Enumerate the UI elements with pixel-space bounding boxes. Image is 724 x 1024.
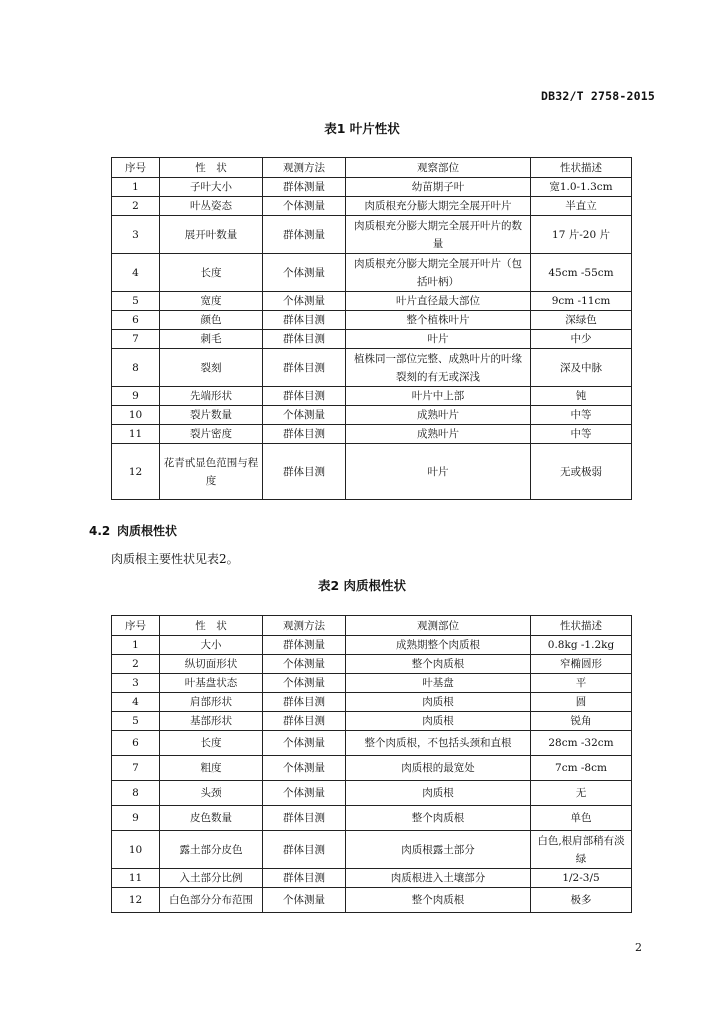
table-row xyxy=(112,254,632,292)
table-cell: 入土部分比例 xyxy=(160,869,263,888)
table-cell: 5 xyxy=(112,292,160,311)
table-row xyxy=(112,869,632,888)
table-cell: 个体测量 xyxy=(263,674,346,693)
leaf-traits-table xyxy=(111,157,632,500)
table-cell: 12 xyxy=(112,444,160,500)
table-cell: 7cm -8cm xyxy=(531,756,632,781)
table-cell: 群体目测 xyxy=(263,693,346,712)
table-cell: 5 xyxy=(112,712,160,731)
table-cell: 中少 xyxy=(531,330,632,349)
table-cell: 刺毛 xyxy=(160,330,263,349)
table-cell: 成熟期整个肉质根 xyxy=(346,636,531,655)
table-cell: 肩部形状 xyxy=(160,693,263,712)
column-header: 性状描述 xyxy=(531,158,632,178)
table-cell: 6 xyxy=(112,311,160,330)
table-row xyxy=(112,806,632,831)
section-number: 4.2 xyxy=(89,524,111,538)
table-cell: 肉质根充分膨大期完全展开叶片（包括叶柄） xyxy=(346,254,531,292)
table-cell: 整个肉质根 xyxy=(346,806,531,831)
section-title: 肉质根性状 xyxy=(117,524,178,538)
table-cell: 先端形状 xyxy=(160,387,263,406)
table-cell: 9 xyxy=(112,387,160,406)
table-cell: 个体测量 xyxy=(263,781,346,806)
table-row xyxy=(112,349,632,387)
table1-title: 表1 叶片性状 xyxy=(324,121,400,136)
table-header-row xyxy=(112,158,632,178)
table-cell: 整个植株叶片 xyxy=(346,311,531,330)
table-cell: 裂片密度 xyxy=(160,425,263,444)
table-row xyxy=(112,636,632,655)
table-row xyxy=(112,444,632,500)
table-row xyxy=(112,831,632,869)
root-traits-table xyxy=(111,615,632,913)
table-cell: 个体测量 xyxy=(263,731,346,756)
table-cell: 群体目测 xyxy=(263,387,346,406)
table-cell: 展开叶数量 xyxy=(160,216,263,254)
table-cell: 整个肉质根，不包括头颈和直根 xyxy=(346,731,531,756)
table-cell: 群体目测 xyxy=(263,712,346,731)
table-cell: 群体测量 xyxy=(263,216,346,254)
table-row xyxy=(112,292,632,311)
table-cell: 0.8kg -1.2kg xyxy=(531,636,632,655)
table-cell: 幼苗期子叶 xyxy=(346,178,531,197)
table-cell: 8 xyxy=(112,349,160,387)
table-cell: 群体目测 xyxy=(263,311,346,330)
table-cell: 极多 xyxy=(531,888,632,913)
table-cell: 整个肉质根 xyxy=(346,655,531,674)
table-cell: 基部形状 xyxy=(160,712,263,731)
table-cell: 个体测量 xyxy=(263,655,346,674)
table-cell: 1/2-3/5 xyxy=(531,869,632,888)
table-cell: 群体目测 xyxy=(263,444,346,500)
table-cell: 中等 xyxy=(531,406,632,425)
table-cell: 单色 xyxy=(531,806,632,831)
table-cell: 6 xyxy=(112,731,160,756)
table-cell: 整个肉质根 xyxy=(346,888,531,913)
table-cell: 圆 xyxy=(531,693,632,712)
table-cell: 花青甙显色范围与程度 xyxy=(160,444,263,500)
table-row xyxy=(112,731,632,756)
table-cell: 10 xyxy=(112,406,160,425)
column-header: 观察部位 xyxy=(346,158,531,178)
table-cell: 肉质根 xyxy=(346,781,531,806)
table-cell: 3 xyxy=(112,674,160,693)
table-cell: 皮色数量 xyxy=(160,806,263,831)
table-cell: 7 xyxy=(112,756,160,781)
table-cell: 钝 xyxy=(531,387,632,406)
table-cell: 9 xyxy=(112,806,160,831)
document-code: DB32/T 2758-2015 xyxy=(541,89,655,103)
table-cell: 叶片中上部 xyxy=(346,387,531,406)
table-cell: 纵切面形状 xyxy=(160,655,263,674)
table-cell: 28cm -32cm xyxy=(531,731,632,756)
table-cell: 长度 xyxy=(160,254,263,292)
table-cell: 露土部分皮色 xyxy=(160,831,263,869)
table-cell: 中等 xyxy=(531,425,632,444)
table-cell: 深绿色 xyxy=(531,311,632,330)
table-cell: 成熟叶片 xyxy=(346,406,531,425)
table-cell: 宽1.0-1.3cm xyxy=(531,178,632,197)
table-cell: 半直立 xyxy=(531,197,632,216)
table-row xyxy=(112,197,632,216)
table-cell: 叶片 xyxy=(346,444,531,500)
table-cell: 11 xyxy=(112,425,160,444)
table-cell: 群体目测 xyxy=(263,831,346,869)
table-cell: 11 xyxy=(112,869,160,888)
table-cell: 2 xyxy=(112,197,160,216)
table-cell: 9cm -11cm xyxy=(531,292,632,311)
table-cell: 肉质根的最宽处 xyxy=(346,756,531,781)
table-row xyxy=(112,425,632,444)
table-cell: 大小 xyxy=(160,636,263,655)
table-cell: 窄椭圆形 xyxy=(531,655,632,674)
table-cell: 45cm -55cm xyxy=(531,254,632,292)
table-cell: 个体测量 xyxy=(263,406,346,425)
table-cell: 无 xyxy=(531,781,632,806)
table-cell: 肉质根进入土壤部分 xyxy=(346,869,531,888)
table-cell: 白色,根肩部稍有淡绿 xyxy=(531,831,632,869)
body-paragraph: 肉质根主要性状见表2。 xyxy=(111,552,239,566)
table-cell: 肉质根 xyxy=(346,712,531,731)
table-cell: 头颈 xyxy=(160,781,263,806)
table-row xyxy=(112,888,632,913)
table-cell: 个体测量 xyxy=(263,888,346,913)
table-cell: 7 xyxy=(112,330,160,349)
table-cell: 12 xyxy=(112,888,160,913)
table-cell: 颜色 xyxy=(160,311,263,330)
column-header: 观测方法 xyxy=(263,616,346,636)
table-cell: 群体目测 xyxy=(263,349,346,387)
table-cell: 肉质根充分膨大期完全展开叶片的数量 xyxy=(346,216,531,254)
table-cell: 肉质根充分膨大期完全展开叶片 xyxy=(346,197,531,216)
table-cell: 锐角 xyxy=(531,712,632,731)
table-cell: 4 xyxy=(112,254,160,292)
table-cell: 成熟叶片 xyxy=(346,425,531,444)
column-header: 观测方法 xyxy=(263,158,346,178)
table-cell: 叶片直径最大部位 xyxy=(346,292,531,311)
table-row xyxy=(112,674,632,693)
column-header: 序号 xyxy=(112,158,160,178)
column-header: 性状描述 xyxy=(531,616,632,636)
table-cell: 10 xyxy=(112,831,160,869)
table-cell: 3 xyxy=(112,216,160,254)
table-cell: 1 xyxy=(112,636,160,655)
table-row xyxy=(112,311,632,330)
table-row xyxy=(112,178,632,197)
table-cell: 裂片数量 xyxy=(160,406,263,425)
table-cell: 叶基盘状态 xyxy=(160,674,263,693)
table-cell: 宽度 xyxy=(160,292,263,311)
table-cell: 深及中脉 xyxy=(531,349,632,387)
table-cell: 叶片 xyxy=(346,330,531,349)
section-heading xyxy=(89,522,177,539)
column-header: 性 状 xyxy=(160,616,263,636)
column-header: 性 状 xyxy=(160,158,263,178)
table-row xyxy=(112,781,632,806)
table-cell: 8 xyxy=(112,781,160,806)
table-cell: 肉质根露土部分 xyxy=(346,831,531,869)
table-cell: 4 xyxy=(112,693,160,712)
table-cell: 个体测量 xyxy=(263,197,346,216)
table-cell: 叶基盘 xyxy=(346,674,531,693)
table2-title: 表2 肉质根性状 xyxy=(317,578,407,593)
table-cell: 平 xyxy=(531,674,632,693)
table-cell: 群体测量 xyxy=(263,636,346,655)
table-row xyxy=(112,387,632,406)
table-row xyxy=(112,655,632,674)
table-header-row xyxy=(112,616,632,636)
table-cell: 群体目测 xyxy=(263,425,346,444)
column-header: 序号 xyxy=(112,616,160,636)
table-cell: 2 xyxy=(112,655,160,674)
table-cell: 白色部分分布范围 xyxy=(160,888,263,913)
table-row xyxy=(112,756,632,781)
page-number: 2 xyxy=(635,941,642,954)
table-row xyxy=(112,330,632,349)
table-cell: 长度 xyxy=(160,731,263,756)
table-cell: 个体测量 xyxy=(263,254,346,292)
table-cell: 个体测量 xyxy=(263,292,346,311)
column-header: 观测部位 xyxy=(346,616,531,636)
table-cell: 17 片-20 片 xyxy=(531,216,632,254)
table-cell: 裂刻 xyxy=(160,349,263,387)
table-cell: 子叶大小 xyxy=(160,178,263,197)
table-cell: 肉质根 xyxy=(346,693,531,712)
table-cell: 群体目测 xyxy=(263,330,346,349)
table-row xyxy=(112,406,632,425)
table-cell: 群体测量 xyxy=(263,178,346,197)
table-cell: 植株同一部位完整、成熟叶片的叶缘裂刻的有无或深浅 xyxy=(346,349,531,387)
table-cell: 1 xyxy=(112,178,160,197)
table-cell: 群体目测 xyxy=(263,869,346,888)
table-cell: 无或极弱 xyxy=(531,444,632,500)
table-cell: 个体测量 xyxy=(263,756,346,781)
table-row xyxy=(112,693,632,712)
table-row xyxy=(112,216,632,254)
table-cell: 群体目测 xyxy=(263,806,346,831)
table-cell: 粗度 xyxy=(160,756,263,781)
table-cell: 叶丛姿态 xyxy=(160,197,263,216)
table-row xyxy=(112,712,632,731)
